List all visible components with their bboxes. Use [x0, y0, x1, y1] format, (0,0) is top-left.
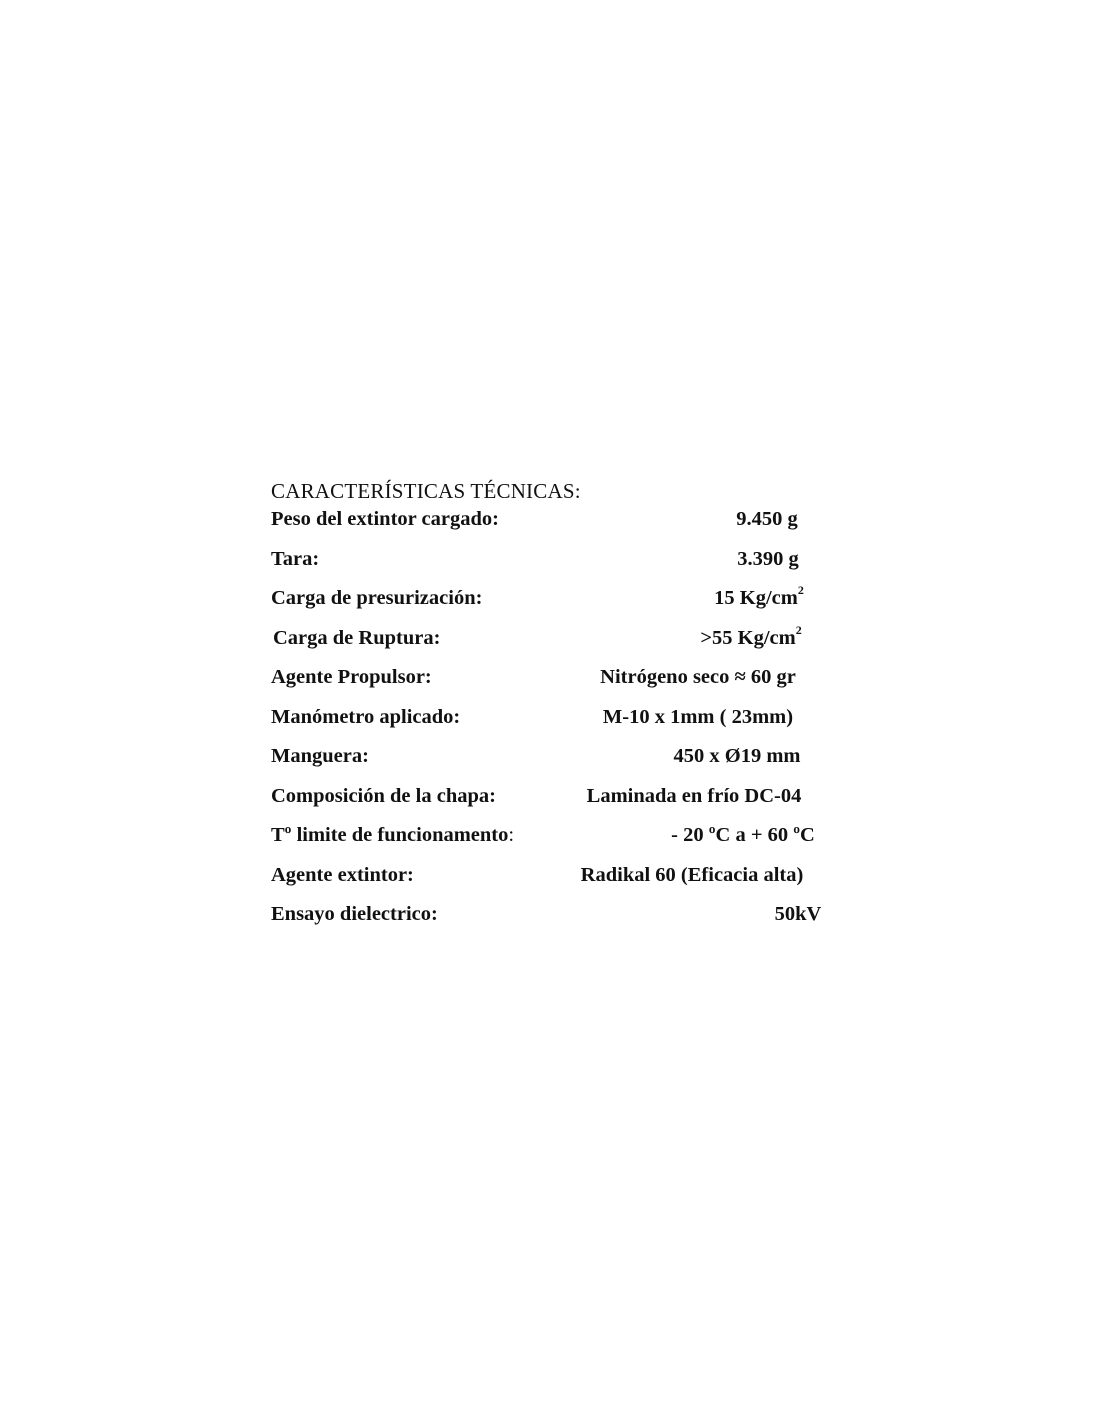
spec-label: Manómetro aplicado:	[271, 705, 461, 728]
spec-value: Laminada en frío DC-04	[586, 784, 802, 807]
specs-heading-text: CARACTERÍSTICAS TÉCNICAS	[271, 479, 575, 503]
spec-label: Manguera:	[271, 745, 369, 767]
spec-value: 450 x Ø19 mm	[673, 745, 801, 767]
spec-label: Ensayo dielectrico:	[271, 903, 438, 925]
spec-label: Peso del extintor cargado:	[271, 508, 499, 530]
spec-value: 50kV	[774, 903, 822, 925]
spec-label: Agente extintor:	[271, 863, 414, 886]
superscript: 2	[797, 583, 804, 598]
spec-label: Tara:	[271, 547, 320, 570]
spec-row-sheet	[271, 783, 831, 823]
specs-heading-colon: :	[574, 479, 581, 503]
spec-row-agent	[271, 862, 831, 902]
spec-label: Composición de la chapa:	[271, 784, 496, 807]
spec-row-tare	[271, 546, 831, 586]
spec-label: Tº limite de funcionamento:	[271, 824, 515, 846]
spec-value: >55 $Kg/cm^2$	[700, 622, 802, 649]
spec-value: Nitrógeno seco ≈ 60 gr	[600, 666, 796, 688]
spec-row-temperature	[271, 822, 831, 862]
spec-value: Radikal 60 (Eficacia alta)	[580, 863, 804, 886]
spec-row-weight	[271, 506, 831, 546]
superscript: 2	[795, 622, 802, 637]
spec-value: 9.450 g	[736, 508, 798, 530]
spec-row-rupture	[271, 622, 831, 665]
spec-label: Agente Propulsor:	[271, 666, 432, 688]
specs-heading	[271, 476, 831, 506]
technical-specs	[271, 476, 831, 941]
spec-row-propellant	[271, 664, 831, 704]
spec-value: 3.390 g	[737, 547, 799, 570]
spec-label: Carga de presurización:	[271, 587, 483, 609]
spec-label: Carga de Ruptura:	[273, 626, 441, 649]
spec-row-pressurization	[271, 585, 831, 625]
spec-value: 15 $Kg/cm^2$	[714, 583, 804, 609]
spec-row-hose	[271, 743, 831, 783]
spec-value: - 20 ºC a + 60 ºC	[671, 824, 815, 846]
spec-row-dielectric	[271, 901, 831, 941]
spec-value: M-10 x 1mm ( 23mm)	[602, 705, 794, 728]
spec-row-gauge	[271, 704, 831, 744]
